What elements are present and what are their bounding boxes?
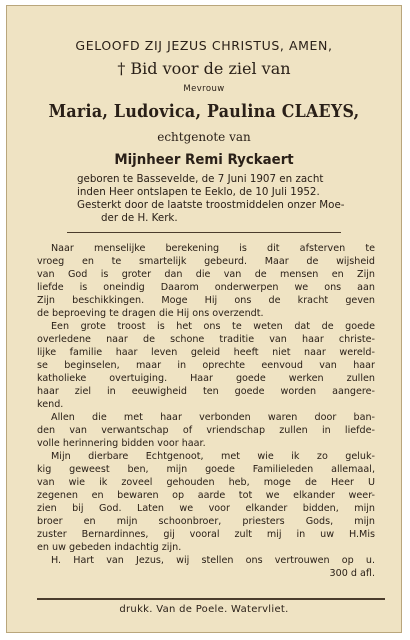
body-line: zuster Bernardinnes, gij vooral zult mij in uw H.Mis bbox=[37, 529, 375, 540]
intro-line: Gesterkt door de laatste troostmiddelen onzer Moe- bbox=[77, 199, 345, 211]
body-line: volle herinnering bidden voor haar. bbox=[37, 438, 206, 449]
body-line: Een grote troost is het ons te weten dat de goede bbox=[51, 321, 375, 332]
printer-credit: drukk. Van de Poele. Watervliet. bbox=[119, 604, 289, 615]
body-line: vroeg en te smartelijk gebeurd. Maar de wijsheid bbox=[37, 256, 375, 267]
body-line: overledene naar de schone traditie van haar christe- bbox=[37, 334, 375, 345]
body-line: en uw gebeden indachtig zijn. bbox=[37, 542, 182, 553]
indulgence-note: 300 d afl. bbox=[329, 568, 375, 579]
life-details bbox=[77, 173, 367, 225]
body-line: kend. bbox=[37, 399, 64, 410]
body-line: zegenen en bewaren op aarde tot we elkander weer- bbox=[37, 490, 375, 501]
body-line: den van verwantschap of vriendschap zullen in liefde- bbox=[37, 425, 375, 436]
body-line: Allen die met haar verbonden waren door ban- bbox=[51, 412, 375, 423]
intro-line: inden Heer ontslapen te Eeklo, de 10 Juli 1952. bbox=[77, 186, 320, 198]
motto: GELOOFD ZIJ JEZUS CHRISTUS, AMEN, bbox=[75, 38, 333, 53]
body-line: kig geweest ben, mijn goede Familieleden allemaal, bbox=[37, 464, 375, 475]
prayer-text: Bid voor de ziel van bbox=[130, 59, 291, 78]
body-line: Naar menselijke berekening is dit afsterven te bbox=[51, 243, 375, 254]
body-line: broer en mijn schoonbroer, priesters Gods, mijn bbox=[37, 516, 375, 527]
body-line: H. Hart van Jezus, wij stellen ons vertrouwen op u. bbox=[51, 555, 375, 566]
intro-line: geboren te Bassevelde, de 7 Juni 1907 en zacht bbox=[77, 173, 324, 185]
body-line: se beginselen, maar in oprechte eenvoud van haar bbox=[37, 360, 375, 371]
body-line: Mijn dierbare Echtgenoot, met wie ik zo geluk- bbox=[51, 451, 375, 462]
body-line: liefde is oneindig Daarom onderwerpen we ons aan bbox=[37, 282, 375, 293]
intro-line: der de H. Kerk. bbox=[101, 212, 178, 224]
cross-icon: † bbox=[117, 59, 126, 78]
deceased-name: Maria, Ludovica, Paulina CLAEYS, bbox=[48, 101, 360, 122]
relation-text: echtgenote van bbox=[157, 130, 251, 144]
body-line: van wie ik zoveel gehouden heb, moge de Heer U bbox=[37, 477, 375, 488]
body-line: haar ziel in eeuwigheid ten goede worden aangere- bbox=[37, 386, 375, 397]
body-line: katholieke overtuiging. Haar goede werken zullen bbox=[37, 373, 375, 384]
bottom-rule bbox=[37, 598, 385, 600]
body-line: Zijn beschikkingen. Moge Hij ons de kracht geven bbox=[37, 295, 375, 306]
husband-name: Mijnheer Remi Ryckaert bbox=[114, 152, 294, 168]
memorial-text bbox=[37, 242, 375, 580]
divider-line bbox=[67, 232, 341, 233]
body-line: lijke familie haar leven geleid heeft niet naar wereld- bbox=[37, 347, 375, 358]
body-line: zien bij God. Laten we voor elkander bidden, mijn bbox=[37, 503, 375, 514]
card-content bbox=[15, 18, 393, 622]
prayer-line bbox=[15, 59, 393, 78]
body-line: van God is groter dan die van de mensen en Zijn bbox=[37, 269, 375, 280]
honorific: Mevrouw bbox=[183, 84, 225, 94]
body-line: de beproeving te dragen die Hij ons overzendt. bbox=[37, 308, 264, 319]
memorial-card bbox=[6, 5, 402, 633]
